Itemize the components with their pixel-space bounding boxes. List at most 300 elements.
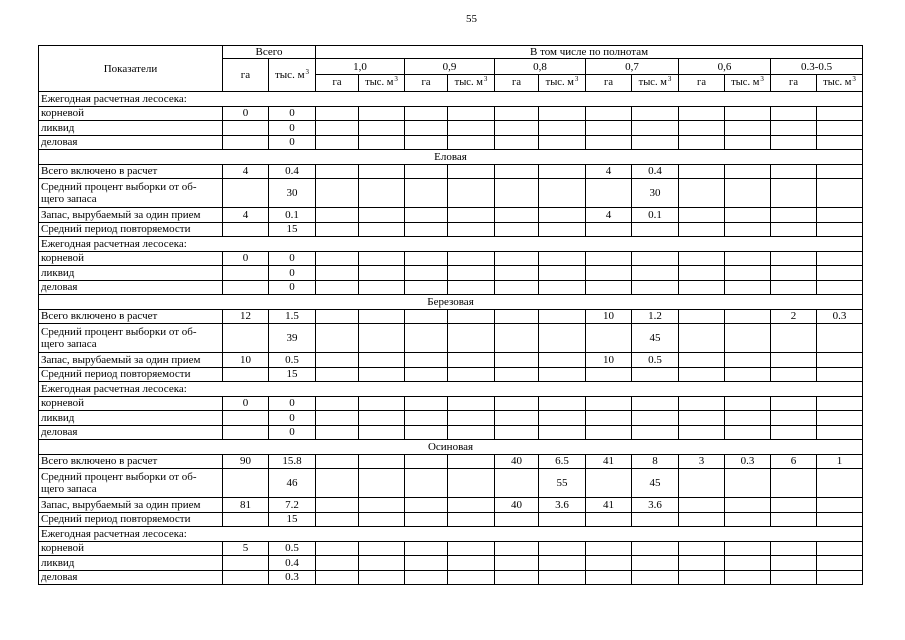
cell-0-6-ha — [679, 570, 725, 585]
cell-1-0-thous-m3 — [359, 396, 405, 411]
unit-superscript: 3 — [483, 75, 488, 83]
cell-0-3-0-5-thous-m3 — [817, 541, 863, 556]
cell-0-9-ha — [405, 135, 448, 150]
cell-0-3-0-5-ha — [771, 541, 817, 556]
cell-0-7-ha — [586, 425, 632, 440]
cell-total-ha: 4 — [223, 208, 269, 223]
row-label-line: Средний процент выборки от об- — [41, 326, 197, 338]
cell-0-7-thous-m3 — [632, 396, 679, 411]
cell-1-0-thous-m3 — [359, 411, 405, 426]
cell-0-8-thous-m3 — [539, 324, 586, 353]
cell-0-8-thous-m3 — [539, 541, 586, 556]
subheader-ha-0-9: га — [405, 75, 448, 92]
cell-0-9-ha — [405, 411, 448, 426]
cell-total-thous-m3: 15 — [269, 222, 316, 237]
row-label: Всего включено в расчет — [39, 454, 223, 469]
cell-0-7-thous-m3 — [632, 425, 679, 440]
row-label: корневой — [39, 251, 223, 266]
cell-total-ha: 81 — [223, 498, 269, 513]
row-label: корневой — [39, 106, 223, 121]
table-body — [39, 92, 863, 585]
table-row — [39, 469, 863, 498]
cell-total-ha — [223, 512, 269, 527]
cell-1-0-thous-m3 — [359, 106, 405, 121]
row-label: деловая — [39, 280, 223, 295]
cell-0-9-thous-m3 — [448, 179, 495, 208]
cell-0-8-thous-m3 — [539, 411, 586, 426]
table-row — [39, 512, 863, 527]
row-label — [39, 179, 223, 208]
density-header-0-3-0-5: 0.3-0.5 — [771, 59, 863, 75]
cell-total-ha — [223, 280, 269, 295]
table-row — [39, 179, 863, 208]
cell-1-0-ha — [316, 512, 359, 527]
cell-0-6-thous-m3 — [725, 353, 771, 368]
cell-total-ha — [223, 222, 269, 237]
cell-0-9-thous-m3 — [448, 556, 495, 571]
cell-0-8-thous-m3 — [539, 106, 586, 121]
cell-total-thous-m3: 0 — [269, 396, 316, 411]
cell-0-3-0-5-ha — [771, 121, 817, 136]
cell-0-8-ha: 40 — [495, 454, 539, 469]
cell-0-7-ha — [586, 367, 632, 382]
density-header-0-9: 0,9 — [405, 59, 495, 75]
cell-1-0-ha — [316, 135, 359, 150]
cell-0-7-ha — [586, 570, 632, 585]
cell-total-ha — [223, 425, 269, 440]
subheader-ha-0-8: га — [495, 75, 539, 92]
cell-0-7-thous-m3 — [632, 367, 679, 382]
cell-0-6-thous-m3 — [725, 469, 771, 498]
cell-0-3-0-5-thous-m3 — [817, 251, 863, 266]
table-row — [39, 353, 863, 368]
cell-0-9-thous-m3 — [448, 541, 495, 556]
cell-0-3-0-5-thous-m3 — [817, 280, 863, 295]
cell-0-8-ha — [495, 469, 539, 498]
cell-0-9-thous-m3 — [448, 121, 495, 136]
cell-0-6-thous-m3 — [725, 396, 771, 411]
table-row — [39, 251, 863, 266]
cell-0-3-0-5-ha — [771, 106, 817, 121]
cell-0-7-thous-m3: 45 — [632, 324, 679, 353]
cell-total-thous-m3: 0 — [269, 425, 316, 440]
cell-0-7-ha — [586, 179, 632, 208]
cell-total-thous-m3: 0.3 — [269, 570, 316, 585]
page-number: 55 — [466, 13, 477, 25]
unit-label: тыс. м — [274, 69, 305, 81]
cell-0-9-thous-m3 — [448, 570, 495, 585]
cell-1-0-thous-m3 — [359, 179, 405, 208]
cell-total-thous-m3: 0 — [269, 121, 316, 136]
cell-0-9-thous-m3 — [448, 353, 495, 368]
table-row — [39, 324, 863, 353]
cell-total-ha — [223, 324, 269, 353]
group-label: Ежегодная расчетная лесосека: — [39, 527, 863, 542]
cell-0-3-0-5-ha — [771, 396, 817, 411]
cell-0-6-thous-m3 — [725, 179, 771, 208]
cell-0-6-thous-m3 — [725, 280, 771, 295]
cell-total-ha: 0 — [223, 396, 269, 411]
cell-0-3-0-5-thous-m3 — [817, 121, 863, 136]
cell-0-3-0-5-ha — [771, 498, 817, 513]
cell-0-8-ha — [495, 396, 539, 411]
cell-0-7-thous-m3: 0.1 — [632, 208, 679, 223]
row-label: ликвид — [39, 266, 223, 281]
cell-0-9-thous-m3 — [448, 309, 495, 324]
cell-0-7-thous-m3: 0.4 — [632, 164, 679, 179]
cell-0-7-ha — [586, 280, 632, 295]
cell-0-7-ha: 41 — [586, 454, 632, 469]
row-label: Средний период повторяемости — [39, 222, 223, 237]
cell-0-6-ha — [679, 106, 725, 121]
cell-1-0-ha — [316, 309, 359, 324]
cell-0-7-thous-m3: 1.2 — [632, 309, 679, 324]
cell-0-9-ha — [405, 106, 448, 121]
cell-0-3-0-5-ha — [771, 425, 817, 440]
cell-total-thous-m3: 1.5 — [269, 309, 316, 324]
cell-1-0-ha — [316, 570, 359, 585]
cell-0-3-0-5-thous-m3 — [817, 425, 863, 440]
group-row — [39, 527, 863, 542]
cell-0-7-thous-m3 — [632, 106, 679, 121]
cell-1-0-thous-m3 — [359, 280, 405, 295]
cell-0-8-thous-m3 — [539, 367, 586, 382]
cell-0-7-thous-m3 — [632, 121, 679, 136]
cell-0-9-ha — [405, 179, 448, 208]
cell-0-8-ha: 40 — [495, 498, 539, 513]
cell-0-7-ha — [586, 251, 632, 266]
subheader-ha-1-0: га — [316, 75, 359, 92]
cell-0-9-thous-m3 — [448, 425, 495, 440]
row-label-line: щего запаса — [41, 193, 97, 205]
subheader-total-ha: га — [223, 59, 269, 92]
cell-0-6-thous-m3 — [725, 106, 771, 121]
cell-1-0-ha — [316, 179, 359, 208]
cell-0-8-thous-m3: 55 — [539, 469, 586, 498]
cell-1-0-ha — [316, 280, 359, 295]
section-title: Березовая — [39, 295, 863, 310]
cell-0-6-ha — [679, 280, 725, 295]
cell-0-7-thous-m3 — [632, 266, 679, 281]
cell-0-9-thous-m3 — [448, 208, 495, 223]
density-header-1-0: 1,0 — [316, 59, 405, 75]
cell-total-ha: 90 — [223, 454, 269, 469]
cell-0-9-thous-m3 — [448, 367, 495, 382]
cell-1-0-ha — [316, 411, 359, 426]
cell-0-9-ha — [405, 454, 448, 469]
table-row — [39, 367, 863, 382]
cell-0-7-ha: 4 — [586, 164, 632, 179]
cell-0-8-thous-m3 — [539, 396, 586, 411]
cell-total-thous-m3: 30 — [269, 179, 316, 208]
cell-0-9-ha — [405, 541, 448, 556]
cell-0-9-thous-m3 — [448, 266, 495, 281]
cell-0-9-ha — [405, 396, 448, 411]
density-header-0-8: 0,8 — [495, 59, 586, 75]
cell-0-7-thous-m3: 8 — [632, 454, 679, 469]
cell-0-8-ha — [495, 164, 539, 179]
cell-0-3-0-5-thous-m3 — [817, 570, 863, 585]
cell-total-ha: 0 — [223, 251, 269, 266]
cell-0-3-0-5-thous-m3: 1 — [817, 454, 863, 469]
subheader-thous-m3-0-8 — [539, 75, 586, 92]
cell-0-3-0-5-ha: 2 — [771, 309, 817, 324]
cell-0-9-thous-m3 — [448, 324, 495, 353]
cell-0-7-ha — [586, 396, 632, 411]
cell-1-0-thous-m3 — [359, 469, 405, 498]
cell-total-thous-m3: 0.4 — [269, 556, 316, 571]
cell-0-8-ha — [495, 106, 539, 121]
cell-0-8-ha — [495, 541, 539, 556]
cell-0-7-ha — [586, 512, 632, 527]
cell-0-9-thous-m3 — [448, 454, 495, 469]
cell-total-thous-m3: 15 — [269, 367, 316, 382]
table-row — [39, 498, 863, 513]
cell-0-7-thous-m3 — [632, 512, 679, 527]
cell-0-9-ha — [405, 367, 448, 382]
cell-0-3-0-5-ha — [771, 324, 817, 353]
cell-0-8-ha — [495, 280, 539, 295]
cell-0-9-ha — [405, 425, 448, 440]
cell-total-ha: 0 — [223, 106, 269, 121]
section-title: Еловая — [39, 150, 863, 165]
cell-total-ha: 12 — [223, 309, 269, 324]
table-row — [39, 135, 863, 150]
cell-0-8-ha — [495, 251, 539, 266]
cell-total-thous-m3: 0 — [269, 411, 316, 426]
header-row-1 — [39, 46, 863, 59]
cell-0-6-thous-m3 — [725, 135, 771, 150]
cell-total-thous-m3: 0 — [269, 266, 316, 281]
table-row — [39, 106, 863, 121]
group-label: Ежегодная расчетная лесосека: — [39, 382, 863, 397]
cell-0-3-0-5-ha — [771, 353, 817, 368]
section-row — [39, 295, 863, 310]
subheader-ha-0-3-0-5: га — [771, 75, 817, 92]
cell-0-8-thous-m3 — [539, 353, 586, 368]
row-label-line: Средний процент выборки от об- — [41, 181, 197, 193]
density-header-0-6: 0,6 — [679, 59, 771, 75]
row-label: ликвид — [39, 556, 223, 571]
cell-0-9-ha — [405, 498, 448, 513]
cell-0-6-ha — [679, 425, 725, 440]
cell-1-0-ha — [316, 498, 359, 513]
table-row — [39, 121, 863, 136]
cell-0-9-thous-m3 — [448, 222, 495, 237]
cell-0-7-thous-m3 — [632, 280, 679, 295]
cell-0-6-thous-m3 — [725, 498, 771, 513]
cell-0-3-0-5-thous-m3 — [817, 498, 863, 513]
cell-0-8-ha — [495, 135, 539, 150]
cell-total-thous-m3: 39 — [269, 324, 316, 353]
subheader-thous-m3-0-7 — [632, 75, 679, 92]
row-label: ликвид — [39, 121, 223, 136]
cell-1-0-thous-m3 — [359, 222, 405, 237]
unit-superscript: 3 — [852, 75, 856, 83]
cell-0-9-thous-m3 — [448, 251, 495, 266]
cell-0-6-thous-m3 — [725, 309, 771, 324]
cell-0-8-thous-m3 — [539, 280, 586, 295]
cell-0-6-thous-m3 — [725, 425, 771, 440]
cell-0-3-0-5-ha — [771, 367, 817, 382]
subheader-thous-m3-0-9 — [448, 75, 495, 92]
cell-0-3-0-5-thous-m3 — [817, 556, 863, 571]
cell-0-8-thous-m3 — [539, 556, 586, 571]
row-label: Средний период повторяемости — [39, 512, 223, 527]
table-row — [39, 541, 863, 556]
cell-0-3-0-5-ha — [771, 222, 817, 237]
cell-0-8-thous-m3 — [539, 135, 586, 150]
cell-0-9-ha — [405, 164, 448, 179]
cell-0-9-thous-m3 — [448, 106, 495, 121]
row-label: Запас, вырубаемый за один прием — [39, 498, 223, 513]
cell-0-6-ha — [679, 121, 725, 136]
cell-0-6-thous-m3 — [725, 556, 771, 571]
cell-0-6-ha — [679, 469, 725, 498]
cell-1-0-thous-m3 — [359, 454, 405, 469]
cell-0-9-ha — [405, 309, 448, 324]
table-row — [39, 425, 863, 440]
cell-0-6-thous-m3 — [725, 324, 771, 353]
cell-1-0-ha — [316, 266, 359, 281]
cell-0-8-thous-m3 — [539, 309, 586, 324]
cell-0-8-thous-m3 — [539, 164, 586, 179]
group-label: Ежегодная расчетная лесосека: — [39, 92, 863, 107]
cell-total-ha — [223, 469, 269, 498]
table-row — [39, 556, 863, 571]
table-row — [39, 570, 863, 585]
cell-total-ha — [223, 411, 269, 426]
cell-0-6-ha — [679, 512, 725, 527]
unit-label: тыс. м — [823, 77, 852, 88]
cell-0-8-thous-m3: 6.5 — [539, 454, 586, 469]
cell-0-7-ha: 4 — [586, 208, 632, 223]
cell-total-thous-m3: 15 — [269, 512, 316, 527]
cell-0-3-0-5-ha — [771, 179, 817, 208]
cell-1-0-thous-m3 — [359, 135, 405, 150]
unit-label: тыс. м — [454, 77, 483, 88]
cell-0-3-0-5-thous-m3 — [817, 324, 863, 353]
cell-total-thous-m3: 0 — [269, 106, 316, 121]
cell-0-9-thous-m3 — [448, 512, 495, 527]
cell-1-0-ha — [316, 121, 359, 136]
cell-0-6-ha — [679, 222, 725, 237]
cell-total-thous-m3: 0.4 — [269, 164, 316, 179]
cell-total-ha — [223, 135, 269, 150]
cell-0-8-ha — [495, 367, 539, 382]
cell-1-0-ha — [316, 396, 359, 411]
cell-0-9-thous-m3 — [448, 411, 495, 426]
cell-0-6-thous-m3 — [725, 411, 771, 426]
cell-0-3-0-5-thous-m3 — [817, 208, 863, 223]
cell-0-7-ha — [586, 324, 632, 353]
cell-1-0-ha — [316, 469, 359, 498]
cell-0-3-0-5-thous-m3 — [817, 106, 863, 121]
cell-0-8-thous-m3 — [539, 222, 586, 237]
cell-0-8-ha — [495, 324, 539, 353]
table-row — [39, 280, 863, 295]
cell-0-6-ha — [679, 324, 725, 353]
table-row — [39, 396, 863, 411]
group-row — [39, 382, 863, 397]
cell-1-0-ha — [316, 222, 359, 237]
subheader-thous-m3-0-3-0-5 — [817, 75, 863, 92]
cell-0-9-ha — [405, 251, 448, 266]
cell-total-thous-m3: 0.5 — [269, 353, 316, 368]
row-label-line: щего запаса — [41, 483, 97, 495]
row-label-line: щего запаса — [41, 338, 97, 350]
table-row — [39, 309, 863, 324]
cell-0-9-thous-m3 — [448, 469, 495, 498]
cell-total-ha — [223, 570, 269, 585]
cell-1-0-ha — [316, 425, 359, 440]
cell-0-8-ha — [495, 179, 539, 208]
cell-0-9-ha — [405, 353, 448, 368]
cell-0-8-ha — [495, 570, 539, 585]
cell-1-0-ha — [316, 454, 359, 469]
cell-1-0-thous-m3 — [359, 164, 405, 179]
cell-1-0-ha — [316, 367, 359, 382]
subheader-ha-0-7: га — [586, 75, 632, 92]
cell-1-0-thous-m3 — [359, 266, 405, 281]
cell-1-0-thous-m3 — [359, 353, 405, 368]
cell-total-ha: 5 — [223, 541, 269, 556]
cell-0-7-thous-m3 — [632, 570, 679, 585]
cell-0-9-thous-m3 — [448, 280, 495, 295]
section-row — [39, 440, 863, 455]
cell-0-8-thous-m3 — [539, 266, 586, 281]
subheader-ha-0-6: га — [679, 75, 725, 92]
row-label: Всего включено в расчет — [39, 309, 223, 324]
cell-0-7-ha — [586, 121, 632, 136]
cell-0-7-ha — [586, 411, 632, 426]
cell-0-3-0-5-thous-m3 — [817, 266, 863, 281]
cell-1-0-thous-m3 — [359, 367, 405, 382]
cell-0-9-ha — [405, 208, 448, 223]
cell-1-0-ha — [316, 541, 359, 556]
cell-1-0-thous-m3 — [359, 251, 405, 266]
cell-0-6-ha — [679, 251, 725, 266]
cell-1-0-thous-m3 — [359, 498, 405, 513]
cell-total-ha — [223, 121, 269, 136]
cell-0-3-0-5-ha — [771, 280, 817, 295]
cell-0-7-thous-m3 — [632, 541, 679, 556]
unit-label: тыс. м — [731, 77, 760, 88]
unit-label: тыс. м — [545, 77, 574, 88]
table-row — [39, 222, 863, 237]
cell-0-9-ha — [405, 324, 448, 353]
group-row — [39, 92, 863, 107]
cell-0-6-thous-m3 — [725, 222, 771, 237]
data-table — [38, 45, 863, 585]
cell-0-3-0-5-thous-m3 — [817, 179, 863, 208]
cell-0-6-ha — [679, 179, 725, 208]
cell-0-8-thous-m3 — [539, 425, 586, 440]
cell-0-3-0-5-thous-m3 — [817, 222, 863, 237]
cell-0-7-ha: 10 — [586, 353, 632, 368]
cell-total-thous-m3: 0 — [269, 280, 316, 295]
cell-0-3-0-5-thous-m3 — [817, 353, 863, 368]
cell-0-8-ha — [495, 556, 539, 571]
group-label: Ежегодная расчетная лесосека: — [39, 237, 863, 252]
row-label — [39, 324, 223, 353]
cell-0-3-0-5-ha — [771, 512, 817, 527]
cell-total-ha — [223, 266, 269, 281]
cell-0-7-ha — [586, 556, 632, 571]
cell-0-8-thous-m3: 3.6 — [539, 498, 586, 513]
cell-0-3-0-5-ha — [771, 164, 817, 179]
unit-superscript: 3 — [760, 75, 764, 83]
